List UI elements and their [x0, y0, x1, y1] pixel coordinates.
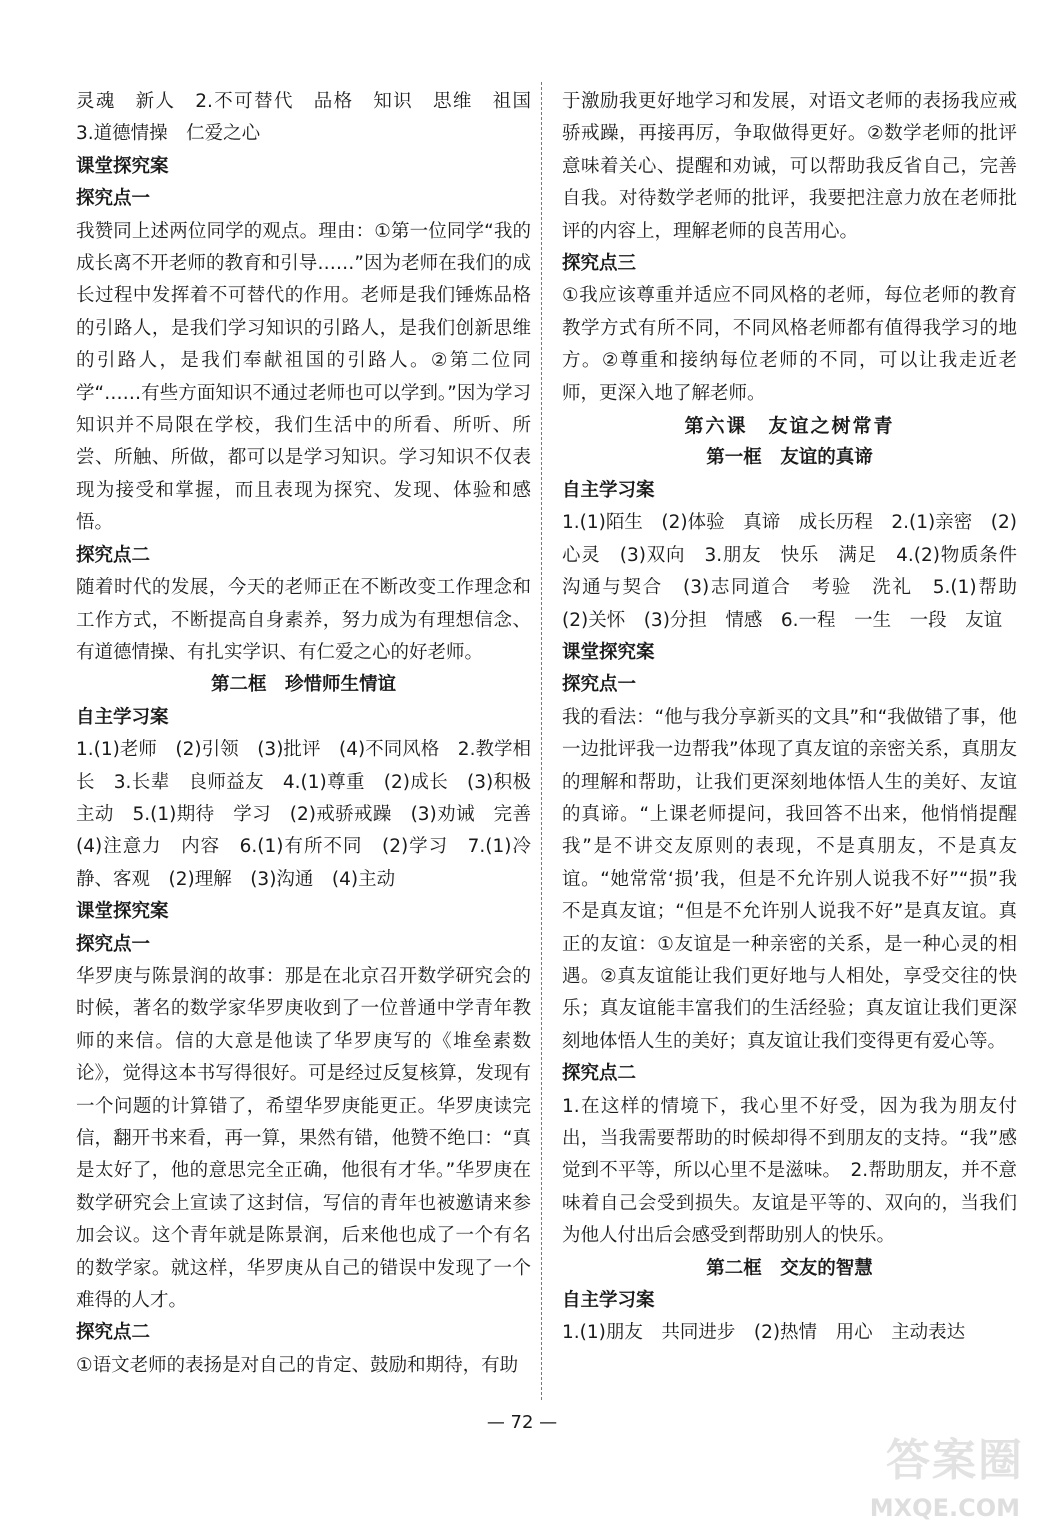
- answer-paragraph: 我赞同上述两位同学的观点。理由：①第一位同学“我的成长离不开老师的教育和引导……”因为老师在我们的成长过程中发挥着不可替代的作用。老师是我们锤炼品格的引路人，是我们学习知识的引路人，是我们创新思维的引路人，是我们奉献祖国的引路人。②第二位同学“……有些方面知识不通过老师也可以学到。”因为学习知识并不局限在学校，我们生活中的所看、所听、所尝、所触、所做，都可以是学习知识。学习知识不仅表现为接受和掌握，而且表现为探究、发现、体验和感悟。: [76, 220, 531, 534]
- answer-paragraph: 华罗庚与陈景润的故事：那是在北京召开数学研究会的时候，著名的数学家华罗庚收到了一位普通中学青年教师的来信。信的大意是他读了华罗庚写的《堆垒素数论》，觉得这本书写得很好。可是经过反复核算，发现有一个问题的计算错了，希望华罗庚能更正。华罗庚读完信，翻开书来看，再一算，果然有错，他赞不绝口：“真是太好了，他的意思完全正确，他很有才华。”华罗庚在数学研究会上宣读了这封信，写信的青年也被邀请来参加会议。这个青年就是陈景润，后来他也成了一个有名的数学家。就这样，华罗庚从自己的错误中发现了一个难得的人才。: [76, 965, 531, 1312]
- column-divider: [541, 82, 542, 1400]
- section-heading: 探究点一: [76, 933, 151, 955]
- section-heading: 课堂探究案: [76, 901, 169, 923]
- section-heading: 课堂探究案: [76, 155, 169, 177]
- section-heading: 自主学习案: [76, 706, 169, 728]
- answer-paragraph: 于激励我更好地学习和发展，对语文老师的表扬我应戒骄戒躁，再接再厉，争取做得更好。②数学老师的批评意味着关心、提醒和劝诫，可以帮助我反省自己，完善自我。对待数学老师的批评，我要把注意力放在老师批评的内容上，理解老师的良苦用心。: [562, 91, 1017, 242]
- section-heading: 探究点三: [562, 253, 637, 275]
- lesson-title: 第六课 友谊之树常青: [684, 415, 895, 438]
- page-number: — 72 —: [486, 1412, 558, 1433]
- frame-title: 第一框 友谊的真谛: [706, 447, 873, 469]
- answer-paragraph: 1.(1)朋友 共同进步 (2)热情 用心 主动表达: [562, 1322, 966, 1344]
- right-column: [562, 86, 1036, 1350]
- section-heading: 自主学习案: [562, 1290, 655, 1312]
- answer-paragraph: 1.在这样的情境下，我心里不好受，因为我为朋友付出，当我需要帮助的时候却得不到朋友的支持。“我”感觉到不平等，所以心里不是滋味。 2.帮助朋友，并不意味着自己会受到损失。友谊是平等的、双向的，当我们为他人付出后会感受到帮助别人的快乐。: [562, 1095, 1017, 1247]
- section-heading: 探究点二: [562, 1063, 637, 1085]
- section-heading: 自主学习案: [562, 479, 655, 501]
- answer-paragraph: 随着时代的发展，今天的老师正在不断改变工作理念和工作方式，不断提高自身素养，努力成为有理想信念、有道德情操、有扎实学识、有仁爱之心的好老师。: [76, 577, 531, 663]
- frame-title: 第二框 交友的智慧: [706, 1257, 873, 1279]
- answer-paragraph: 1.(1)老师 (2)引领 (3)批评 (4)不同风格 2.教学相长 3.长辈 良师益友 4.(1)尊重 (2)成长 (3)积极主动 5.(1)期待 学习 (2)戒骄戒躁 (3)劝诫 完善 (4)注意力 内容 6.(1)有所不同 (2)学习 7.(1)冷静、客观 (2)理解 (3)沟通 (4)主动: [76, 739, 550, 890]
- left-column: [76, 86, 550, 1382]
- section-heading: 探究点一: [562, 674, 637, 696]
- answer-paragraph: ①我应该尊重并适应不同风格的老师，每位老师的教育教学方式有所不同，不同风格老师都有值得我学习的地方。②尊重和接纳每位老师的不同，可以让我走近老师，更深入地了解老师。: [562, 285, 1017, 404]
- section-heading: 课堂探究案: [562, 641, 655, 663]
- watermark-logo: 答案圈: [886, 1435, 1024, 1486]
- answer-paragraph: 我的看法：“他与我分享新买的文具”和“我做错了事，他一边批评我一边帮我”体现了真友谊的亲密关系，真朋友的理解和帮助，让我们更深刻地体悟人生的美好、友谊的真谛。“上课老师提问，我回答不出来，他悄悄提醒我”是不讲交友原则的表现，不是真朋友，不是真友谊。“她常常‘损’我，但是不允许别人说我不好”“损”我不是真友谊；“但是不允许别人说我不好”是真友谊。真正的友谊：①友谊是一种亲密的关系，是一种心灵的相遇。②真友谊能让我们更好地与人相处，享受交往的快乐；真友谊能丰富我们的生活经验；真友谊让我们更深刻地体悟人生的美好；真友谊让我们变得更有爱心等。: [562, 706, 1017, 1052]
- section-heading: 探究点二: [76, 544, 151, 566]
- answer-paragraph: 1.(1)陌生 (2)体验 真谛 成长历程 2.(1)亲密 (2)心灵 (3)双向 3.朋友 快乐 满足 4.(2)物质条件 沟通与契合 (3)志同道合 考验 洗礼 5.(1)帮助 (2)关怀 (3)分担 情感 6.一程 一生 一段 友谊: [562, 512, 1036, 631]
- answer-paragraph: 灵魂 新人 2.不可替代 品格 知识 思维 祖国 3.道德情操 仁爱之心: [76, 91, 550, 145]
- section-heading: 探究点一: [76, 188, 151, 210]
- section-heading: 探究点二: [76, 1322, 151, 1344]
- frame-title: 第二框 珍惜师生情谊: [210, 674, 396, 696]
- answer-paragraph: ①语文老师的表扬是对自己的肯定、鼓励和期待，有助: [76, 1354, 519, 1376]
- watermark-url: MXQE.COM: [869, 1494, 1020, 1522]
